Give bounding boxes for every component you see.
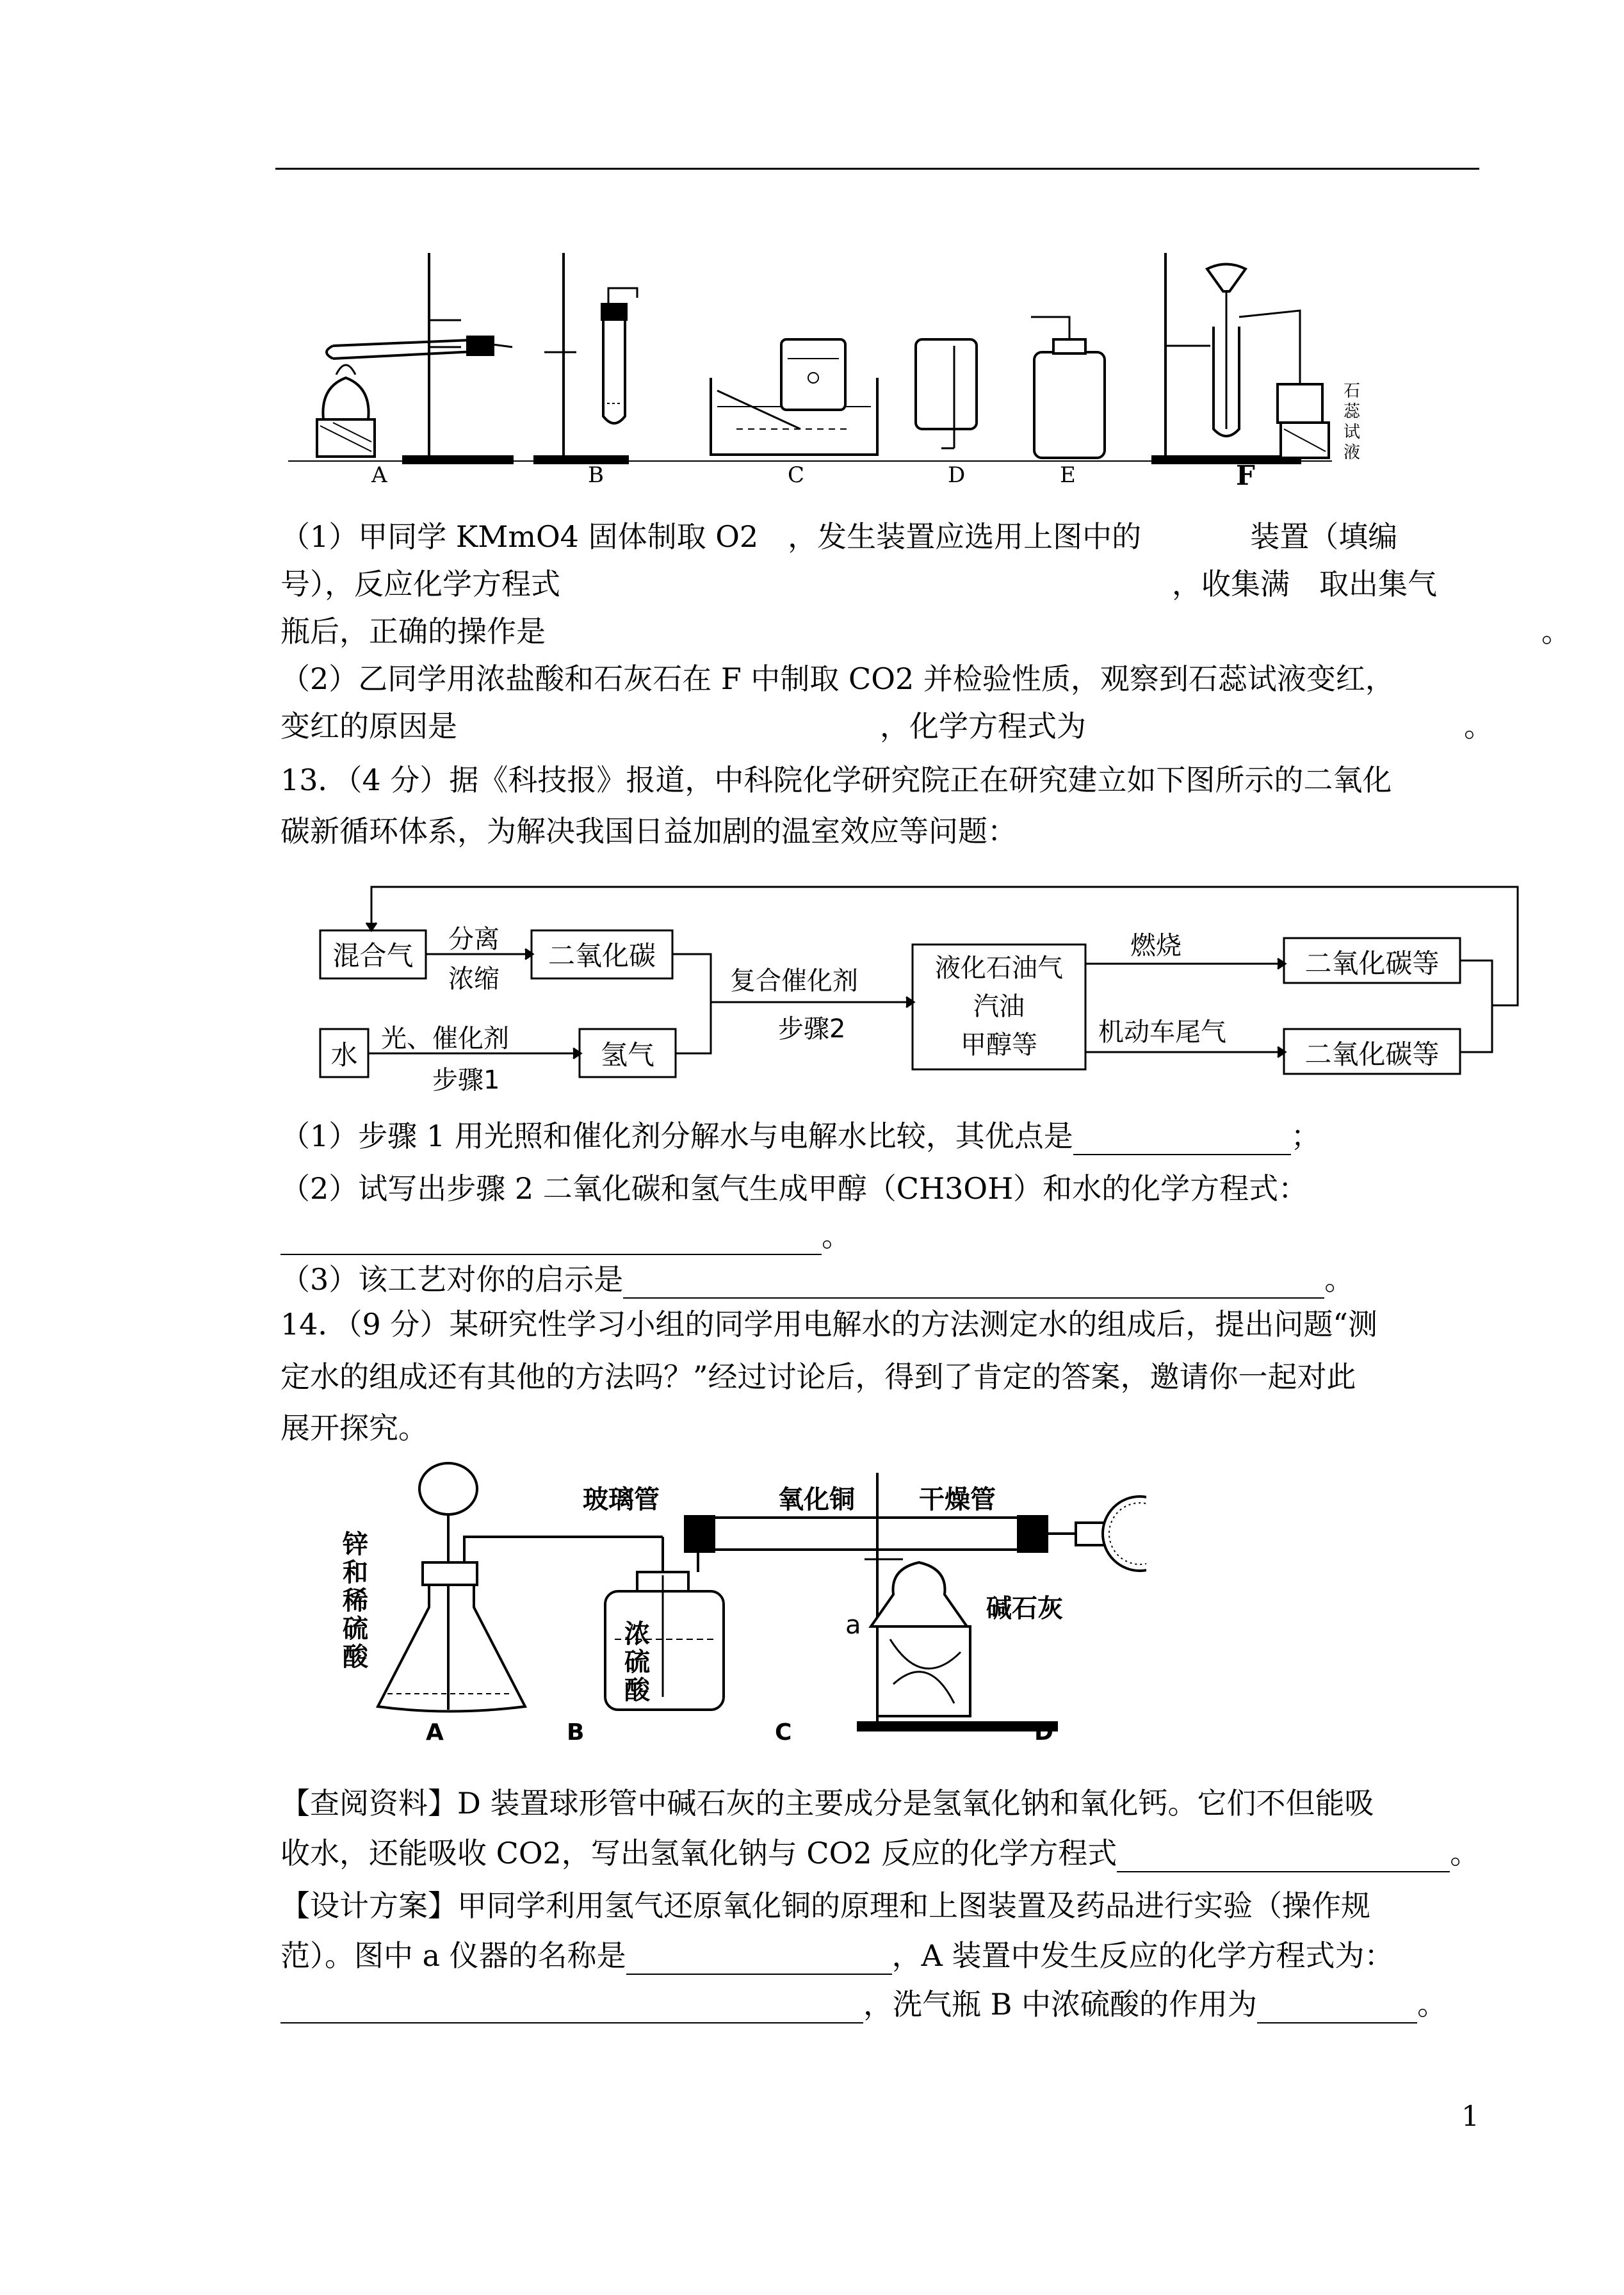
apparatus-label-a: A: [426, 1719, 444, 1746]
q12-line-1: （1）甲同学 KMmO4 固体制取 O2 ，发生装置应选用上图中的 装置（填编: [280, 519, 1398, 554]
q13-line-2: （2）试写出步骤 2 二氧化碳和氢气生成甲醇（CH3OH）和水的化学方程式：: [280, 1171, 1308, 1206]
q14-design-3: ，洗气瓶 B 中浓硫酸的作用为 。: [280, 1985, 1447, 2023]
answer-blank[interactable]: [1117, 1840, 1450, 1872]
products-line-1: 液化石油气: [935, 953, 1063, 983]
answer-blank[interactable]: [280, 1223, 822, 1255]
water-box: 水: [330, 1039, 358, 1071]
header-rule: [275, 168, 1479, 170]
q12-line-5: 变红的原因是 ，化学方程式为 。: [280, 709, 1493, 743]
apparatus-b-drawing: [535, 253, 637, 463]
glass-tube-label: 玻璃管: [583, 1485, 660, 1514]
q13-intro-1: 13．（4 分）据《科技报》报道，中科院化学研究院正在研究建立如下图所示的二氧化: [280, 763, 1392, 797]
apparatus-figure: [275, 243, 1361, 499]
q14-design-2: 范）。图中 a 仪器的名称是 ，A 装置中发生反应的化学方程式为：: [280, 1936, 1394, 1975]
apparatus-f-drawing: [1153, 253, 1329, 463]
concentration-label: 浓缩: [448, 964, 499, 994]
q14-intro-1: 14．（9 分）某研究性学习小组的同学用电解水的方法测定水的组成后，提出问题“测: [280, 1307, 1377, 1342]
apparatus-c-drawing: [711, 339, 877, 455]
apparatus-d-drawing: [916, 339, 977, 448]
litmus-label: 石蕊试液: [1344, 382, 1361, 462]
catalyst-label: 复合催化剂: [730, 966, 858, 996]
copper-oxide-label: 氧化铜: [778, 1485, 855, 1514]
apparatus-e-drawing: [1031, 317, 1105, 458]
q13-line-4: （3）该工艺对你的启示是 。: [280, 1260, 1354, 1299]
step1-condition-label: 光、催化剂: [381, 1024, 509, 1053]
apparatus-label-b: B: [588, 462, 604, 488]
q13-line-3: 。: [280, 1217, 851, 1255]
apparatus-label-c: C: [775, 1719, 792, 1746]
co2-cycle-flowchart: [314, 880, 1531, 1098]
mixed-gas-box: 混合气: [332, 940, 414, 971]
answer-blank[interactable]: [1257, 1991, 1417, 2023]
zinc-acid-label: 锌 和 稀 硫 酸: [343, 1530, 368, 1672]
answer-blank[interactable]: [1073, 1123, 1291, 1155]
q13-intro-2: 碳新循环体系，为解决我国日益加剧的温室效应等问题：: [280, 814, 1017, 848]
step1-label: 步骤1: [432, 1066, 500, 1095]
water-composition-apparatus: [314, 1460, 1146, 1755]
q14-reference-1: 【查阅资料】D 装置球形管中碱石灰的主要成分是氢氧化钠和氧化钙。它们不但能吸: [280, 1786, 1374, 1821]
q14-intro-2: 定水的组成还有其他的方法吗？”经过讨论后，得到了肯定的答案，邀请你一起对此: [280, 1359, 1356, 1394]
apparatus-label-f: F: [1236, 460, 1255, 491]
conc-acid-label: 浓 硫 酸: [624, 1619, 650, 1705]
apparatus-label-b: B: [567, 1719, 585, 1746]
q14-intro-3: 展开探究。: [280, 1411, 428, 1445]
step2-label: 步骤2: [778, 1014, 846, 1044]
answer-blank[interactable]: [626, 1943, 892, 1975]
apparatus-label-c: C: [788, 462, 805, 488]
answer-blank[interactable]: [280, 1991, 863, 2023]
q12-line-3: 瓶后，正确的操作是 。: [280, 614, 1571, 649]
drying-tube-label: 干燥管: [919, 1485, 996, 1514]
q14-reference-2: 收水，还能吸收 CO2，写出氢氧化钠与 CO2 反应的化学方程式 。: [280, 1834, 1479, 1872]
hydrogen-box: 氢气: [600, 1039, 654, 1071]
apparatus-a-drawing: [317, 253, 512, 463]
a-instrument-label: a: [845, 1610, 861, 1640]
separation-label: 分离: [448, 925, 499, 954]
products-line-2: 汽油: [973, 992, 1025, 1021]
co2-box: 二氧化碳: [548, 940, 656, 971]
apparatus-label-e: E: [1060, 462, 1076, 488]
apparatus-label-d: D: [948, 462, 966, 488]
burn-label: 燃烧: [1130, 931, 1181, 961]
q12-line-2: 号），反应化学方程式 ，收集满 取出集气: [280, 567, 1437, 601]
answer-blank[interactable]: [623, 1267, 1324, 1299]
exhaust-label: 机动车尾气: [1098, 1018, 1226, 1047]
page-number: 1: [1461, 2100, 1479, 2133]
soda-lime-label: 碱石灰: [986, 1594, 1063, 1623]
co2-etc-box-1: 二氧化碳等: [1304, 948, 1440, 979]
q12-line-4: （2）乙同学用浓盐酸和石灰石在 F 中制取 CO2 并检验性质，观察到石蕊试液变红，: [280, 661, 1395, 696]
apparatus-label-a: A: [371, 462, 387, 488]
co2-etc-box-2: 二氧化碳等: [1304, 1039, 1440, 1070]
products-line-3: 甲醇等: [961, 1030, 1037, 1060]
apparatus-label-d: D: [1034, 1719, 1053, 1746]
q14-design-1: 【设计方案】甲同学利用氢气还原氧化铜的原理和上图装置及药品进行实验（操作规: [280, 1888, 1370, 1923]
q13-line-1: （1）步骤 1 用光照和催化剂分解水与电解水比较，其优点是 ；: [280, 1117, 1320, 1155]
